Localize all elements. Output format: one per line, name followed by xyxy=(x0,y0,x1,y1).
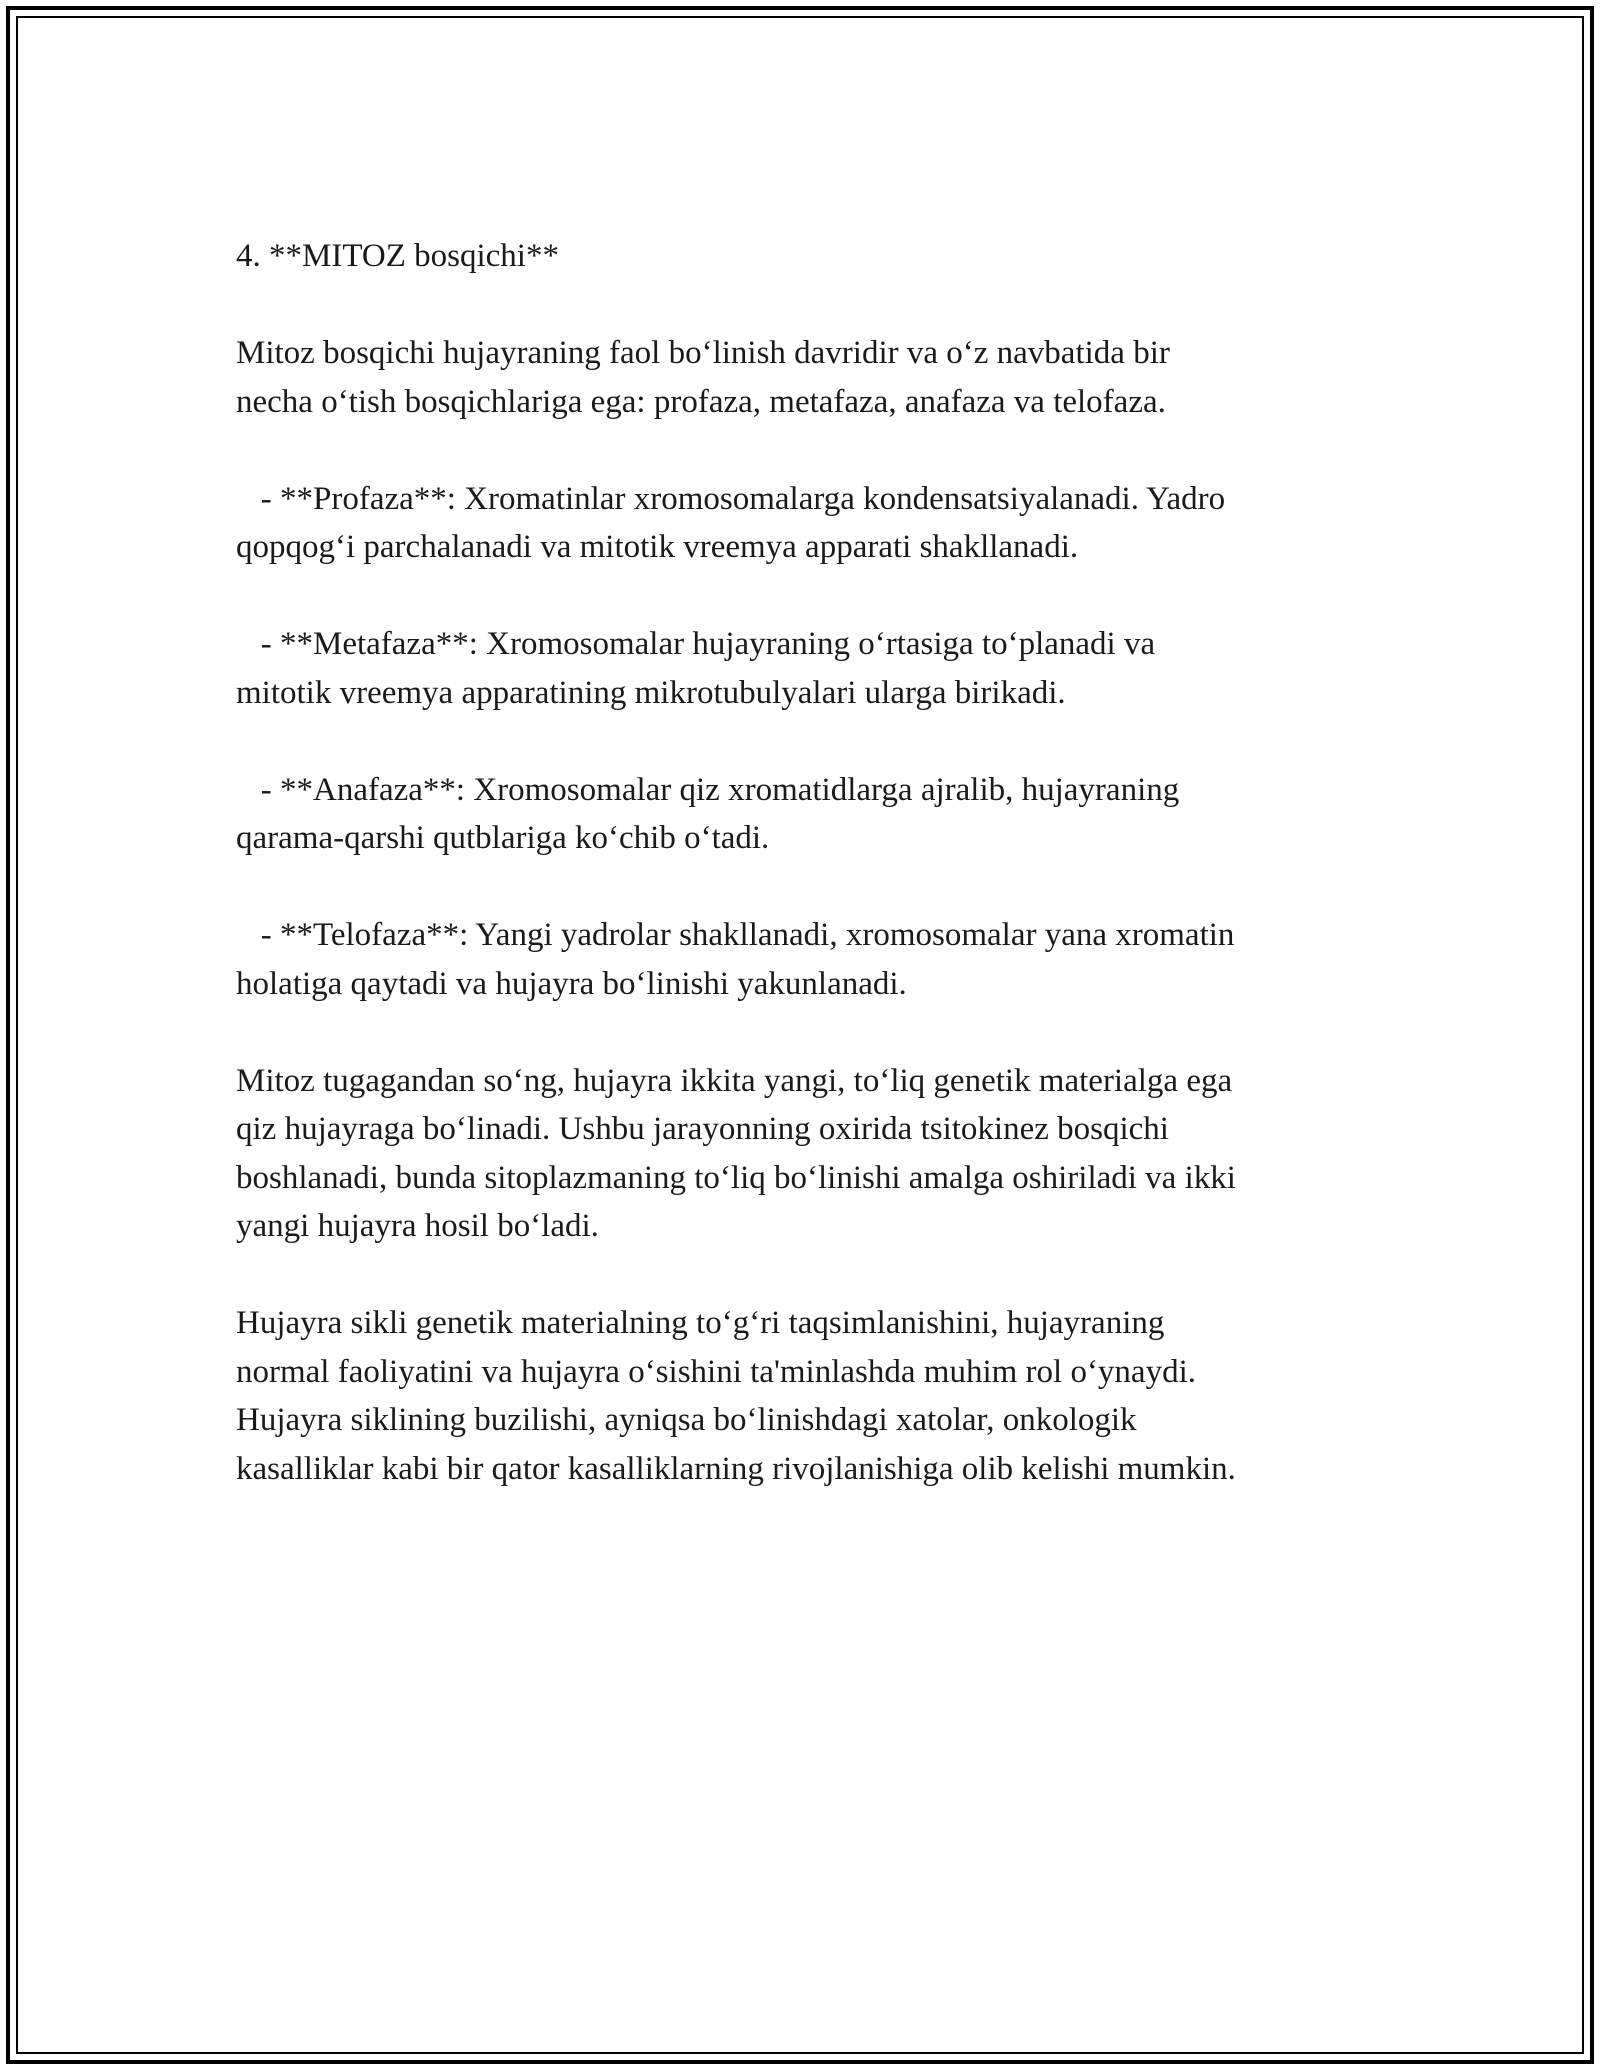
section-heading: 4. **MITOZ bosqichi** xyxy=(236,238,559,274)
paragraph-gap xyxy=(236,1251,1386,1300)
paragraph-gap xyxy=(236,863,1386,912)
phase-profaza: - **Profaza**: Xromatinlar xromosomalarga kondensatsiyalanadi. Yadro qopqog‘i parchalanadi va mitotik vreemya apparati shakllanadi. xyxy=(236,480,1226,565)
paragraph-gap xyxy=(236,281,1386,330)
paragraph-gap xyxy=(236,572,1386,621)
phase-metafaza: - **Metafaza**: Xromosomalar hujayraning o‘rtasiga to‘planadi va mitotik vreemya apparatining mikrotubulyalari ularga birikadi. xyxy=(236,626,1156,711)
phase-anafaza: - **Anafaza**: Xromosomalar qiz xromatidlarga ajralib, hujayraning qarama-qarshi qutblariga ko‘chib o‘tadi. xyxy=(236,771,1180,856)
paragraph-gap xyxy=(236,426,1386,475)
document-body xyxy=(236,232,1386,1493)
intro-paragraph: Mitoz bosqichi hujayraning faol bo‘linish davridir va o‘z navbatida bir necha o‘tish bosqichlariga ega: profaza, metafaza, anafaza va telofaza. xyxy=(236,335,1170,420)
summary-paragraph: Hujayra sikli genetik materialning to‘g‘ri taqsimlanishini, hujayraning normal faoliyatini va hujayra o‘sishini ta'minlashda muhim rol o‘ynaydi. Hujayra siklining buzilishi, ayniqsa bo‘linishdagi xatolar, onkologik kasalliklar kabi bir qator kasalliklarning rivojlanishiga olib kelishi mumkin. xyxy=(236,1305,1236,1487)
paragraph-gap xyxy=(236,717,1386,766)
phase-telofaza: - **Telofaza**: Yangi yadrolar shakllanadi, xromosomalar yana xromatin holatiga qaytadi va hujayra bo‘linishi yakunlanadi. xyxy=(236,917,1235,1002)
paragraph-gap xyxy=(236,1008,1386,1057)
conclusion-paragraph: Mitoz tugagandan so‘ng, hujayra ikkita yangi, to‘liq genetik materialga ega qiz hujayraga bo‘linadi. Ushbu jarayonning oxirida tsitokinez bosqichi boshlanadi, bunda sitoplazmaning to‘liq bo‘linishi amalga oshiriladi va ikki yangi hujayra hosil bo‘ladi. xyxy=(236,1062,1236,1244)
